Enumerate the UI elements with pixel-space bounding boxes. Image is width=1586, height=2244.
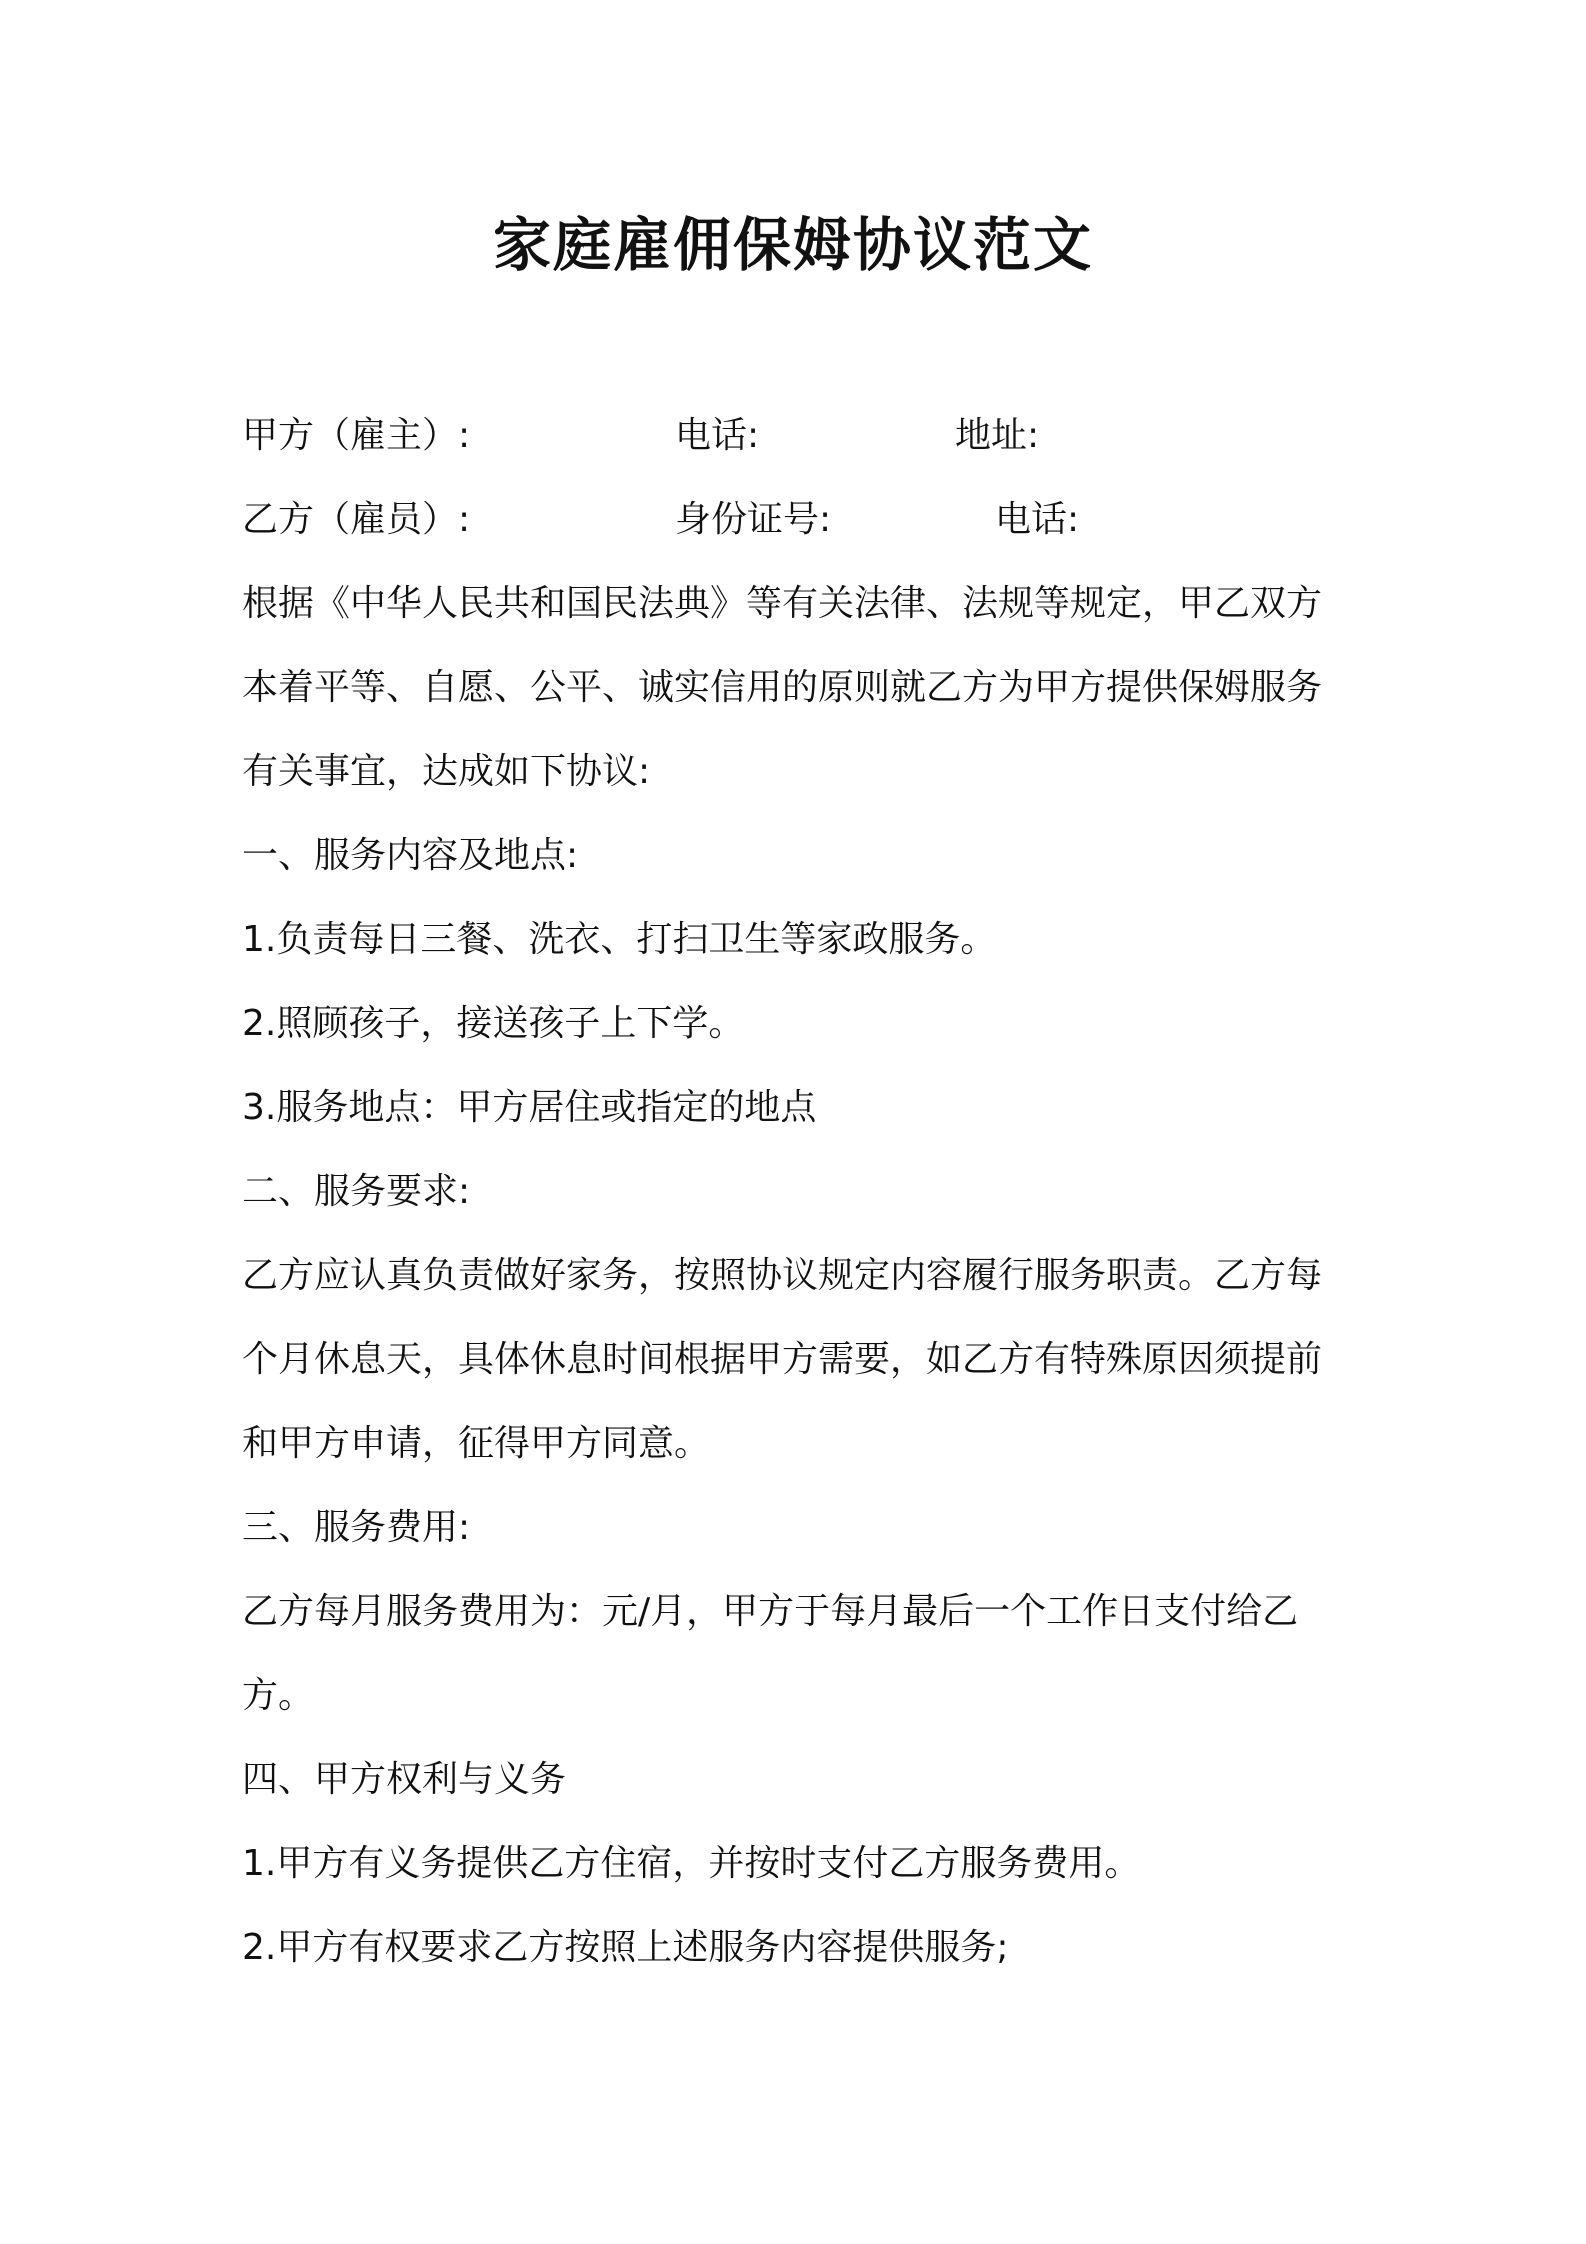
section-1-item: 3.服务地点：甲方居住或指定的地点 (242, 1087, 817, 1128)
party-a-phone-label: 电话: (675, 415, 760, 456)
section-4-item: 2.甲方有权要求乙方按照上述服务内容提供服务; (242, 1927, 1009, 1968)
section-1-item: 1.负责每日三餐、洗衣、打扫卫生等家政服务。 (242, 919, 997, 960)
section-3-line: 乙方每月服务费用为：元/月，甲方于每月最后一个工作日支付给乙 (242, 1591, 1299, 1632)
section-3-line: 方。 (242, 1675, 315, 1716)
section-1-heading: 一、服务内容及地点: (242, 835, 579, 876)
party-a-label: 甲方（雇主）: (242, 415, 471, 456)
party-b-id-label: 身份证号: (675, 499, 832, 540)
section-4-item: 1.甲方有义务提供乙方住宿，并按时支付乙方服务费用。 (242, 1843, 1141, 1884)
party-b-label: 乙方（雇员）: (242, 499, 471, 540)
section-2-heading: 二、服务要求: (242, 1171, 471, 1212)
intro-line: 根据《中华人民共和国民法典》等有关法律、法规等规定，甲乙双方 (242, 583, 1323, 624)
intro-line: 本着平等、自愿、公平、诚实信用的原则就乙方为甲方提供保姆服务 (242, 667, 1323, 708)
section-2-line: 个月休息天，具体休息时间根据甲方需要，如乙方有特殊原因须提前 (242, 1339, 1323, 1380)
section-3-heading: 三、服务费用: (242, 1507, 471, 1548)
section-1-item: 2.照顾孩子，接送孩子上下学。 (242, 1003, 745, 1044)
party-b-phone-label: 电话: (995, 499, 1080, 540)
document-title: 家庭雇佣保姆协议范文 (492, 211, 1093, 279)
section-2-line: 乙方应认真负责做好家务，按照协议规定内容履行服务职责。乙方每 (242, 1255, 1323, 1296)
section-4-heading: 四、甲方权利与义务 (242, 1759, 567, 1800)
party-a-address-label: 地址: (955, 415, 1040, 456)
intro-line: 有关事宜，达成如下协议: (242, 751, 651, 792)
section-2-line: 和甲方申请，征得甲方同意。 (242, 1423, 711, 1464)
